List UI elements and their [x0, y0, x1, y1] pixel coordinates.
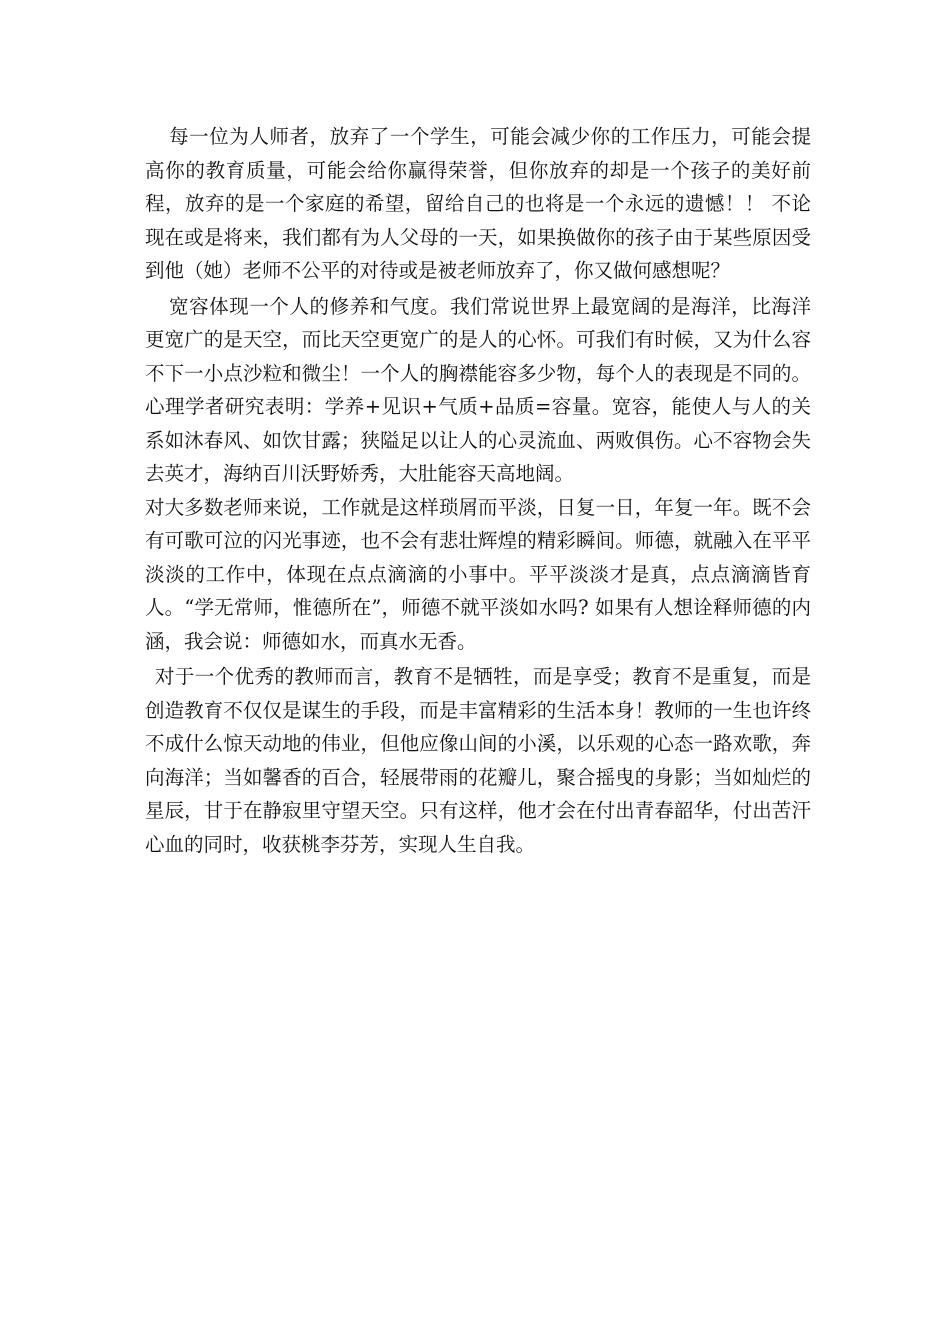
document-body: [145, 120, 811, 861]
paragraph-3: 对大多数老师来说，工作就是这样琐屑而平淡，日复一日，年复一年。既不会有可歌可泣的闪光事迹，也不会有悲壮辉煌的精彩瞬间。师德，就融入在平平淡淡的工作中，体现在点点滴滴的小事中。平平淡淡才是真，点点滴滴皆育人。“学无常师，惟德所在”，师德不就平淡如水吗? 如果有人想诠释师德的内涵，我会说：师德如水，而真水无香。: [145, 495, 811, 653]
paragraph-4: 对于一个优秀的教师而言，教育不是牺牲，而是享受；教育不是重复，而是创造教育不仅仅是谋生的手段，而是丰富精彩的生活本身！教师的一生也许终不成什么惊天动地的伟业，但他应像山间的小溪，以乐观的心态一路欢歌，奔向海洋；当如馨香的百合，轻展带雨的花瓣儿，聚合摇曳的身影；当如灿烂的星辰，甘于在静寂里守望天空。只有这样，他才会在付出青春韶华，付出苦汗心血的同时，收获桃李芬芳，实现人生自我。: [145, 665, 811, 856]
paragraph-1: 每一位为人师者，放弃了一个学生，可能会减少你的工作压力，可能会提高你的教育质量，可能会给你赢得荣誉，但你放弃的却是一个孩子的美好前程，放弃的是一个家庭的希望，留给自己的也将是一个永远的遗憾！！ 不论现在或是将来，我们都有为人父母的一天，如果换做你的孩子由于某些原因受到他（她）老师不公平的对待或是被老师放弃了，你又做何感想呢？: [145, 125, 811, 282]
paragraph-2: 宽容体现一个人的修养和气度。我们常说世界上最宽阔的是海洋，比海洋更宽广的是天空，而比天空更宽广的是人的心怀。可我们有时候，又为什么容不下一小点沙粒和微尘！一个人的胸襟能容多少物，每个人的表现是不同的。心理学者研究表明：学养+见识+气质+品质=容量。宽容，能使人与人的关系如沐春风、如饮甘露；狭隘足以让人的心灵流血、两败俱伤。心不容物会失去英才，海纳百川沃野娇秀，大肚能容天高地阔。: [145, 294, 811, 485]
